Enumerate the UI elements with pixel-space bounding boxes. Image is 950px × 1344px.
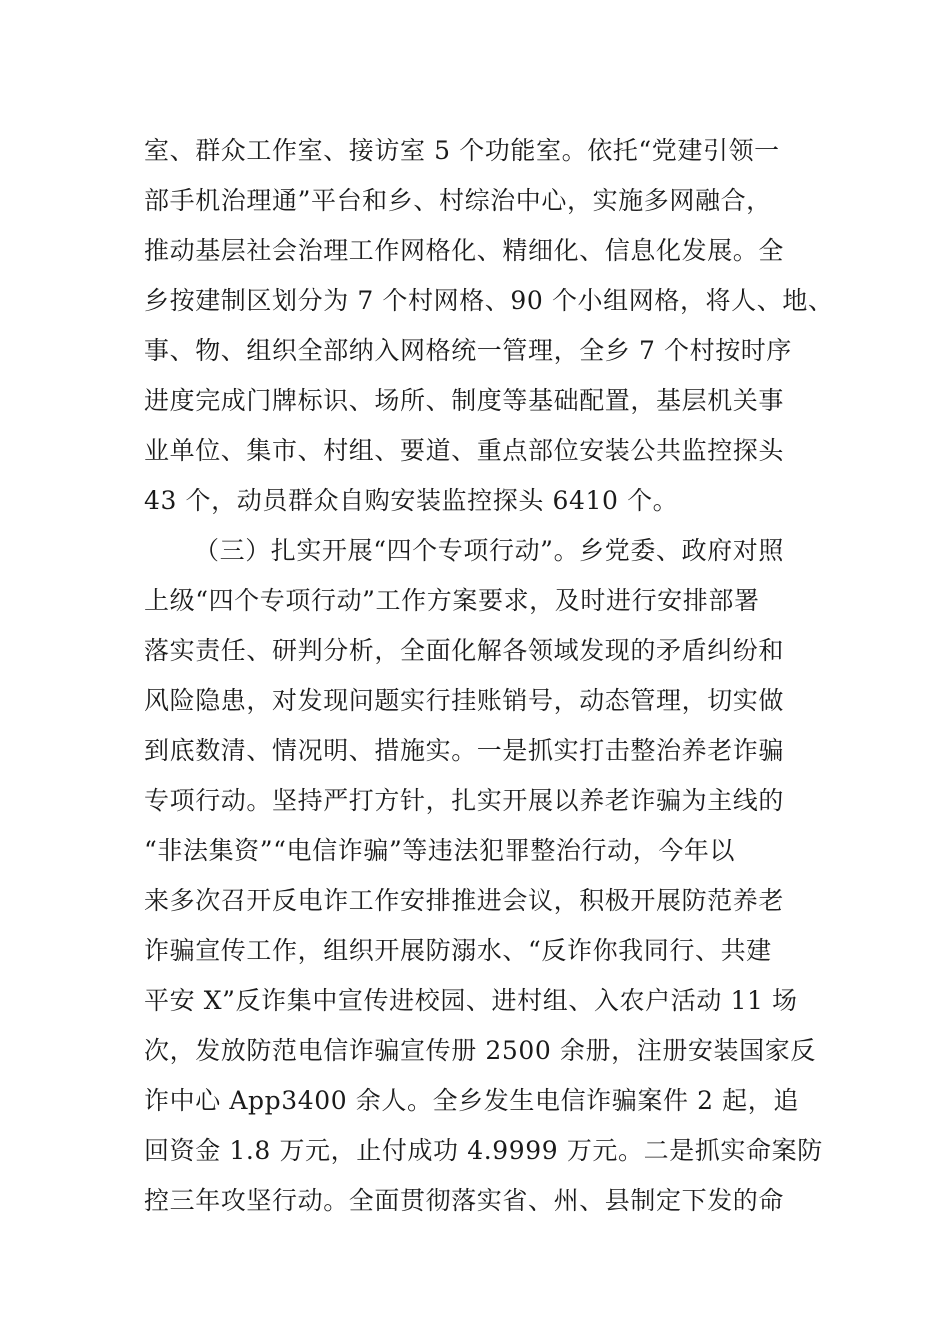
section-heading-line: （三）扎实开展“四个专项行动”。乡党委、政府对照 [194, 536, 784, 565]
text-line: 推动基层社会治理工作网格化、精细化、信息化发展。全 [144, 236, 785, 265]
text-line: 到底数清、情况明、措施实。一是抓实打击整治养老诈骗 [144, 736, 785, 765]
text-line: 落实责任、研判分析，全面化解各领域发现的矛盾纠纷和 [144, 636, 785, 665]
text-line: 进度完成门牌标识、场所、制度等基础配置，基层机关事 [144, 386, 785, 415]
text-line: 专项行动。坚持严打方针，扎实开展以养老诈骗为主线的 [144, 786, 785, 815]
text-line: 平安 X”反诈集中宣传进校园、进村组、入农户活动 11 场 [144, 986, 798, 1015]
text-line: 室、群众工作室、接访室 5 个功能室。依托“党建引领一 [144, 136, 780, 165]
text-line: 事、物、组织全部纳入网格统一管理，全乡 7 个村按时序 [144, 336, 793, 365]
text-line: 乡按建制区划分为 7 个村网格、90 个小组网格，将人、地、 [144, 286, 834, 315]
text-line: 回资金 1.8 万元，止付成功 4.9999 万元。二是抓实命案防 [144, 1136, 823, 1165]
text-line: 上级“四个专项行动”工作方案要求，及时进行安排部署 [144, 586, 760, 615]
text-line: 部手机治理通”平台和乡、村综治中心，实施多网融合， [144, 186, 772, 215]
text-line: 业单位、集市、村组、要道、重点部位安装公共监控探头 [144, 436, 785, 465]
text-line: 次，发放防范电信诈骗宣传册 2500 余册，注册安装国家反 [144, 1036, 816, 1065]
text-line: 控三年攻坚行动。全面贯彻落实省、州、县制定下发的命 [144, 1186, 785, 1215]
text-line: 43 个，动员群众自购安装监控探头 6410 个。 [144, 486, 679, 515]
text-line: 诈骗宣传工作，组织开展防溺水、“反诈你我同行、共建 [144, 936, 772, 965]
text-line: 来多次召开反电诈工作安排推进会议，积极开展防范养老 [144, 886, 785, 915]
text-line: 诈中心 App3400 余人。全乡发生电信诈骗案件 2 起，追 [144, 1086, 799, 1115]
text-line: “非法集资”“电信诈骗”等违法犯罪整治行动，今年以 [144, 836, 736, 865]
text-line: 风险隐患，对发现问题实行挂账销号，动态管理，切实做 [144, 686, 785, 715]
